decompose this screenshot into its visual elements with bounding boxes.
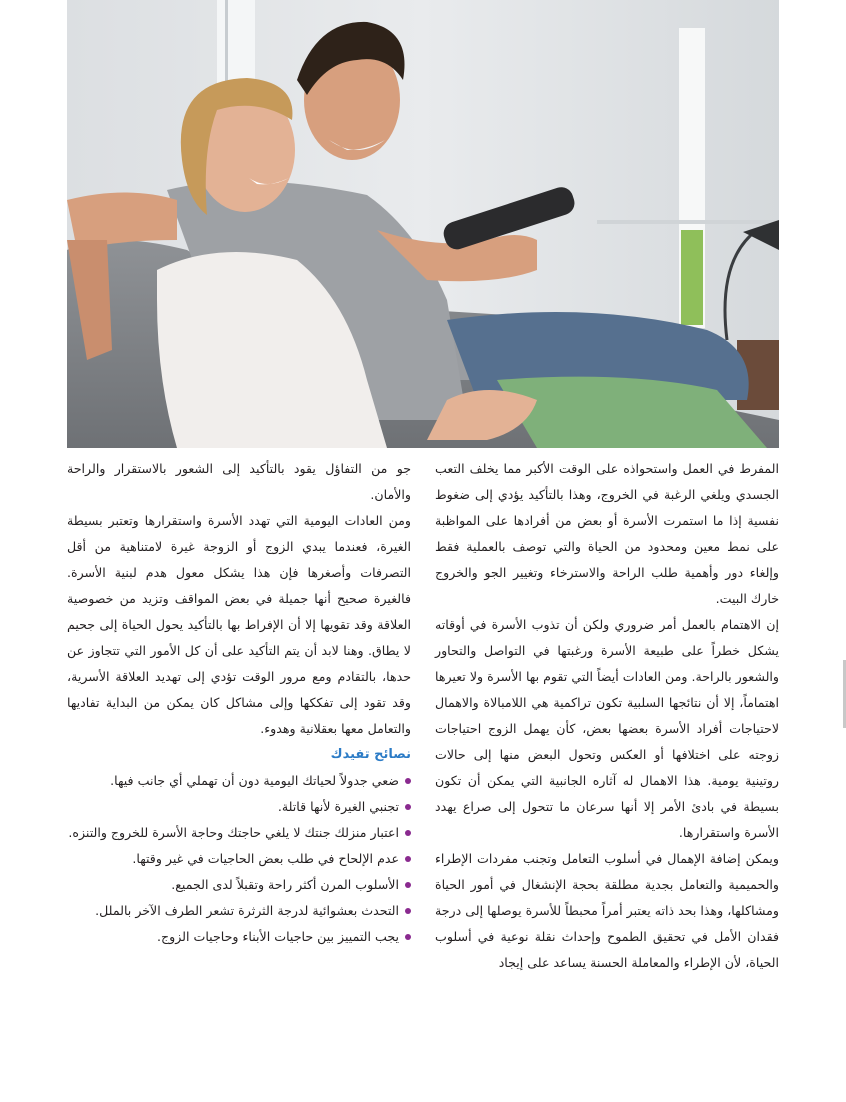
hero-photo [67,0,779,448]
bullet-dot-icon [405,830,411,836]
tip-text: عدم الإلحاح في طلب بعض الحاجيات في غير وقتها. [132,851,399,866]
bullet-dot-icon [405,856,411,862]
list-item [67,794,411,820]
bullet-dot-icon [405,804,411,810]
bullet-dot-icon [405,934,411,940]
list-item [67,820,411,846]
bullet-dot-icon [405,882,411,888]
tips-heading: نصائح تفيدك [330,747,411,762]
tip-text: يجب التمييز بين حاجيات الأبناء وحاجيات الزوج. [156,929,399,944]
paragraph: ويمكن إضافة الإهمال في أسلوب التعامل وتجنب مفردات الإطراء والحميمية والتعامل بجدية مطلقة بحجة الإنشغال في أمور الحياة ومشاكلها، وهذا بحد ذاته يعتبر أمراً محبطاً للأسرة يوصلها إلى درجة فقدان الأمل في تحقيق الطموح وإحداث نقلة نوعية في أسلوب الحياة، لأن الإطراء والمعاملة الحسنة يساعد على إيجاد [435,851,779,970]
article-column-left [67,456,411,950]
paragraph: المفرط في العمل واستحواذه على الوقت الأكبر مما يخلف التعب الجسدي ويلغي الرغبة في الخروج، وهذا بالتأكيد يؤدي إلى ضغوط نفسية إذا ما استمرت الأسرة أو بعض من أفرادها على المواظبة على نمط معين ومحدود من الحياة والتي توصف بالعملية فقط وإلغاء دور وأهمية طلب الراحة والاسترخاء وتغيير الجو والخروج خارك البيت. [435,461,779,606]
tip-text: الأسلوب المرن أكثر راحة وتقبلاً لدى الجميع. [171,877,399,892]
bullet-dot-icon [405,778,411,784]
list-item [67,924,411,950]
paragraph: إن الاهتمام بالعمل أمر ضروري ولكن أن تذوب الأسرة في أوقاته يشكل خطراً على طبيعة الأسرة ورغبتها في التواصل والتحاور والشعور بالراحة. ومن العادات أيضاً التي تقوم بها الأسرة ولا تعيرها اهتماماً، إلا أن نتائجها السلبية تكون تراكمية هي اللامبالاة والاهمال لاحتياجات أفراد الأسرة بعضها بعض، كأن يهمل الزوج احتياجات زوجته على اختلافها أو العكس وتحول البعض منها إلى حالات روتينية يومية. هذا الاهمال له آثاره الجانبية التي يمكن أن تكون بسيطة في بادئ الأمر إلا أنها سرعان ما تتحول إلى صراع يهدد الأسرة واستقرارها. [435,617,779,840]
paragraph: جو من التفاؤل يقود بالتأكيد إلى الشعور بالاستقرار والراحة والأمان. [67,461,411,502]
list-item [67,898,411,924]
bullet-dot-icon [405,908,411,914]
couple-photo-illustration [67,0,779,448]
tip-text: التحدث بعشوائية لدرجة الثرثرة تشعر الطرف الآخر بالملل. [95,903,399,918]
tips-list [67,768,411,950]
paragraph: ومن العادات اليومية التي تهدد الأسرة واستقرارها وتعتبر بسيطة الغيرة، فعندما يبدي الزوج أو الزوجة غيرة لامتناهية من أقل التصرفات وأصغرها فإن هذا يشكل معول هدم لبنية الأسرة. فالغيرة صحيح أنها جميلة في بعض المواقف وتزيد من خصوصية العلاقة وقد تقويها إلا أن الإفراط بها بالتأكيد يحول الحياة إلى جحيم لا يطاق. وهنا لابد أن يتم التأكيد على أن كل الأمور التي تتجاوز عن حدها، بالتقادم ومع مرور الوقت تؤدي إلى تهديد العلاقة الأسرية، وقد تقود إلى تفككها وإلى مشاكل كان يمكن من البداية تفاديها والتعامل معها بعقلانية وهدوء. [67,513,411,736]
article-column-right [435,456,779,976]
list-item [67,768,411,794]
list-item [67,872,411,898]
tip-text: ضعي جدولاً لحياتك اليومية دون أن تهملي أي جانب فيها. [110,773,399,788]
list-item [67,846,411,872]
tip-text: تجنبي الغيرة لأنها قاتلة. [277,799,399,814]
tip-text: اعتبار منزلك جنتك لا يلغي حاجتك وحاجة الأسرة للخروج والتنزه. [68,825,399,840]
